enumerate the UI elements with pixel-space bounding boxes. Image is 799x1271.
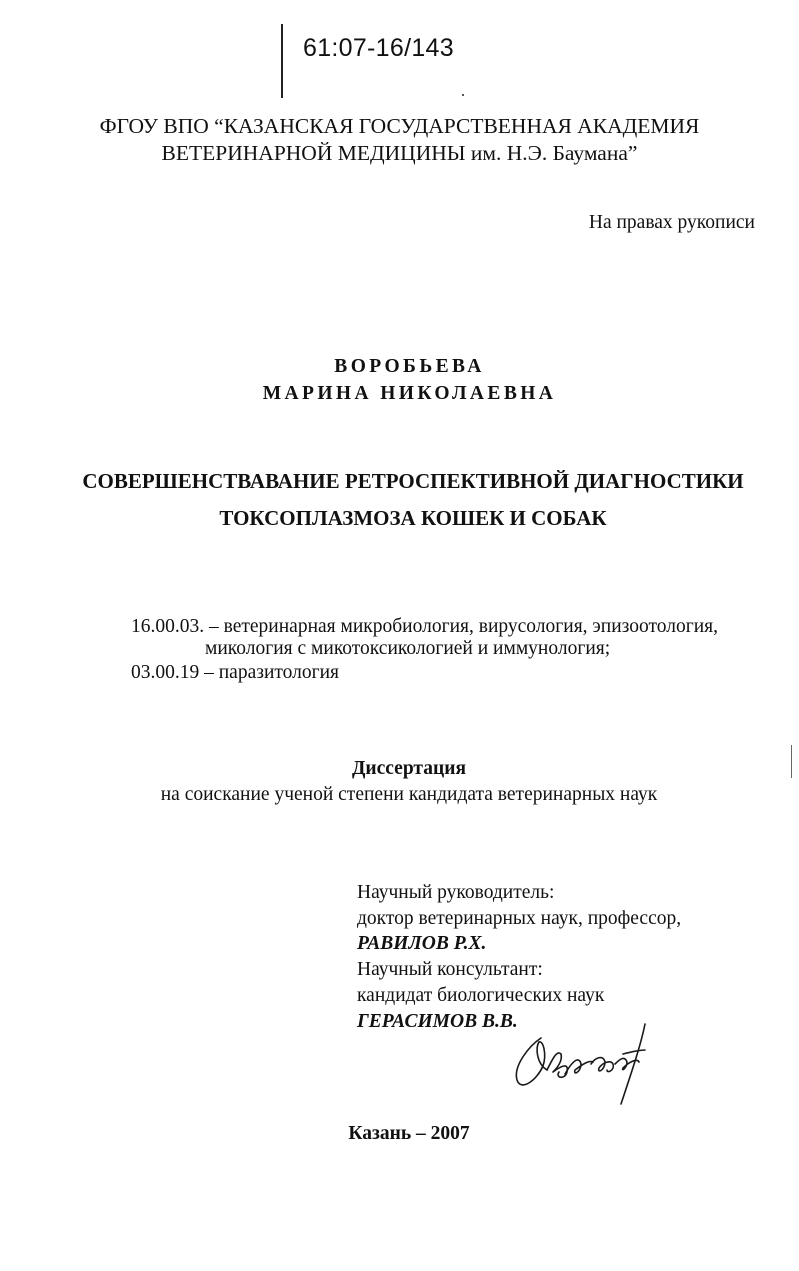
dissertation-type: Диссертация [351,758,467,779]
supervisor-degree: доктор ветеринарных наук, профессор, [357,907,682,929]
institution-line-1: ФГОУ ВПО “КАЗАНСКАЯ ГОСУДАРСТВЕННАЯ АКАДЕМИЯ [99,114,700,138]
institution-line-2: ВЕТЕРИНАРНОЙ МЕДИЦИНЫ им. Н.Э. Баумана” [161,141,638,165]
scan-speck [462,94,464,96]
supervisor-role: Научный руководитель: [357,882,555,903]
specialty-line-2: микология с микотоксикологией и иммунология; [205,638,611,659]
title-line-2: ТОКСОПЛАЗМОЗА КОШЕК И СОБАК [219,506,607,530]
author-surname: ВОРОБЬЕВА [334,356,485,377]
consultant-name: ГЕРАСИМОВ В.В. [357,1010,518,1032]
supervisor-name: РАВИЛОВ Р.Х. [357,933,487,955]
advisors-block [357,880,681,1034]
consultant-role: Научный консультант: [357,959,543,981]
consultant-degree: кандидат биологических наук [357,984,605,1006]
archive-code: 61:07-16/143 [303,34,454,62]
specialty-line-1: 16.00.03. – ветеринарная микробиология, вирусология, эпизоотология, [131,616,718,637]
dissertation-title [0,463,799,537]
handwritten-signature [503,1018,663,1108]
manuscript-rights: На правах рукописи [588,212,755,233]
title-line-1: СОВЕРШЕНСТВАВАНИЕ РЕТРОСПЕКТИВНОЙ ДИАГНОСТИКИ [82,469,744,493]
institution-name [0,113,799,167]
specialty-line-3: 03.00.19 – паразитология [131,662,340,683]
author-name [0,353,799,407]
archive-code-bar [281,24,283,98]
author-given-names: МАРИНА НИКОЛАЕВНА [262,383,557,404]
dissertation-purpose: на соискание ученой степени кандидата ветеринарных наук [160,784,658,805]
place-and-year: Казань – 2007 [348,1123,470,1144]
